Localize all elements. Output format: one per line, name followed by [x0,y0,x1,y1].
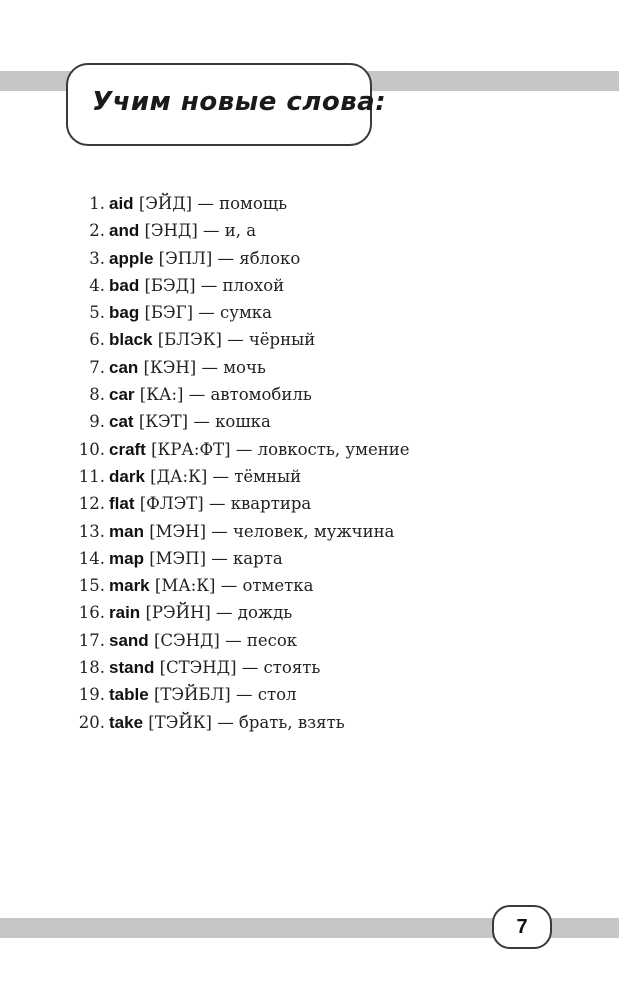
english-word: stand [109,658,155,678]
english-word: flat [109,494,135,514]
english-word: map [109,548,144,568]
transcription-translation: [МЭН] — человек, мужчина [149,521,395,541]
word-number: 4. [89,275,105,295]
transcription-translation: [ТЭЙК] — брать, взять [148,712,345,732]
word-item [78,381,409,408]
word-item [78,518,409,545]
transcription-translation: [ФЛЭТ] — квартира [139,494,312,514]
word-item [78,245,409,272]
english-word: bag [109,303,140,323]
word-number: 5. [89,303,105,323]
word-number: 1. [89,194,105,213]
english-word: bad [109,275,140,295]
english-word: cat [109,412,134,432]
transcription-translation: [КЭН] — мочь [143,357,266,377]
word-item [78,408,409,435]
english-word: take [109,712,144,732]
english-word: mark [109,576,150,596]
word-number: 9. [89,412,105,432]
word-item [78,599,409,626]
word-item [78,190,409,217]
word-number: 2. [89,221,105,241]
word-number: 19. [78,685,105,705]
english-word: sand [109,630,149,650]
english-word: and [109,221,140,241]
english-word: rain [109,603,141,623]
word-number: 20. [78,712,105,732]
english-word: aid [109,194,134,213]
word-number: 10. [78,439,105,459]
word-list [78,190,409,736]
word-item [78,326,409,353]
word-number: 18. [78,658,105,678]
word-number: 3. [89,248,105,268]
transcription-translation: [СТЭНД] — стоять [159,658,321,678]
word-number: 14. [78,548,105,568]
transcription-translation: [ЭПЛ] — яблоко [158,248,301,268]
english-word: black [109,330,153,350]
english-word: dark [109,466,145,486]
word-number: 6. [89,330,105,350]
transcription-translation: [МА:К] — отметка [154,576,314,596]
word-item [78,627,409,654]
page-number: 7 [492,905,552,949]
word-number: 17. [78,630,105,650]
word-item [78,272,409,299]
word-item [78,709,409,736]
transcription-translation: [ДА:К] — тёмный [150,466,302,486]
english-word: craft [109,439,146,459]
transcription-translation: [РЭЙН] — дождь [145,603,293,623]
title-box [66,63,387,146]
english-word: man [109,521,144,541]
word-item [78,217,409,244]
word-item [78,681,409,708]
word-item [78,572,409,599]
transcription-translation: [КА:] — автомобиль [139,385,312,405]
transcription-translation: [МЭП] — карта [149,548,283,568]
word-number: 15. [78,576,105,596]
transcription-translation: [ЭЙД] — помощь [138,194,288,213]
word-number: 12. [78,494,105,514]
transcription-translation: [СЭНД] — песок [153,630,298,650]
word-item [78,354,409,381]
transcription-translation: [КРА:ФТ] — ловкость, умение [151,439,410,459]
word-number: 13. [78,521,105,541]
word-number: 7. [89,357,105,377]
word-item [78,654,409,681]
english-word: apple [109,248,154,268]
english-word: table [109,685,149,705]
english-word: car [109,385,135,405]
transcription-translation: [КЭТ] — кошка [138,412,271,432]
word-item [78,299,409,326]
word-item [78,545,409,572]
english-word: can [109,357,139,377]
word-item [78,490,409,517]
transcription-translation: [ЭНД] — и, а [144,221,257,241]
word-number: 8. [89,385,105,405]
transcription-translation: [БЭД] — плохой [144,275,285,295]
page-title: Учим новые слова: [92,87,387,117]
word-number: 11. [78,466,105,486]
word-item [78,463,409,490]
transcription-translation: [БЛЭК] — чёрный [157,330,316,350]
word-item [78,436,409,463]
word-number: 16. [78,603,105,623]
transcription-translation: [ТЭЙБЛ] — стол [153,685,297,705]
transcription-translation: [БЭГ] — сумка [144,303,272,323]
